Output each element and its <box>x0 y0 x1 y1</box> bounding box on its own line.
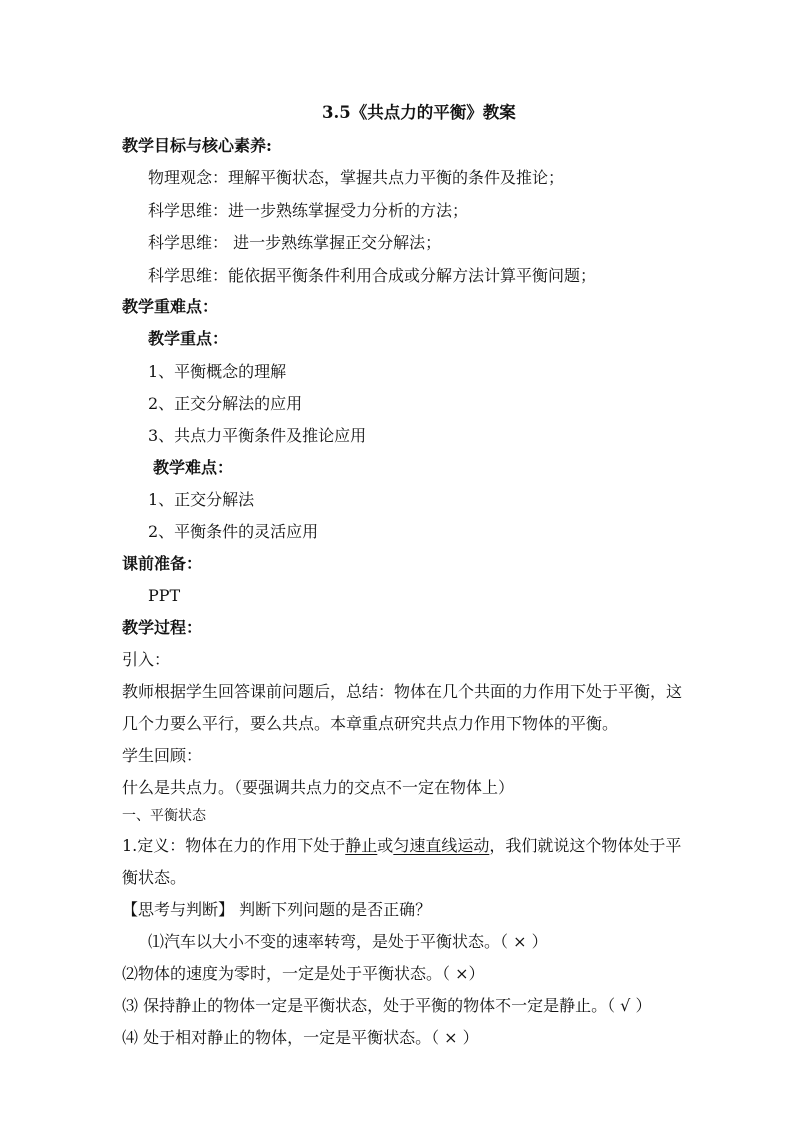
question-item: ⑵物体的速度为零时，一定是处于平衡状态。（ ×） <box>122 964 485 983</box>
question-item: ⑴汽车以大小不变的速率转弯，是处于平衡状态。（ × ） <box>148 932 548 951</box>
key-point-item: 3、共点力平衡条件及推论应用 <box>148 426 367 445</box>
intro-paragraph-line: 教师根据学生回答课前问题后，总结：物体在几个共面的力作用下处于平衡，这 <box>122 682 683 701</box>
key-point-item: 1、平衡概念的理解 <box>148 362 287 381</box>
definition-connector: 或 <box>377 836 394 855</box>
key-point-item: 2、正交分解法的应用 <box>148 394 303 413</box>
heading-key-difficult: 教学重难点： <box>122 297 219 316</box>
section-heading: 一、平衡状态 <box>122 808 206 824</box>
review-label: 学生回顾： <box>122 746 203 765</box>
heading-process: 教学过程： <box>122 618 203 637</box>
definition-line <box>122 836 681 856</box>
definition-suffix: ，我们就说这个物体处于平 <box>489 836 682 855</box>
intro-paragraph-line: 几个力要么平行，要么共点。本章重点研究共点力作用下物体的平衡。 <box>122 714 619 733</box>
definition-prefix: 1.定义：物体在力的作用下处于 <box>122 836 346 855</box>
question-item: ⑷ 处于相对静止的物体，一定是平衡状态。（ × ） <box>122 1028 479 1047</box>
definition-underlined-term: 匀速直线运动 <box>393 836 490 855</box>
goal-item: 科学思维：进一步熟练掌握受力分析的方法； <box>148 201 469 220</box>
question-item: ⑶ 保持静止的物体一定是平衡状态，处于平衡的物体不一定是静止。（ √ ） <box>122 996 652 1015</box>
doc-title: 3.5《共点力的平衡》教案 <box>322 103 516 122</box>
heading-preparation: 课前准备： <box>122 554 203 573</box>
heading-difficult-points: 教学难点： <box>153 458 234 477</box>
goal-item: 物理观念：理解平衡状态，掌握共点力平衡的条件及推论； <box>148 168 565 187</box>
goal-item: 科学思维： 进一步熟练掌握正交分解法； <box>148 233 442 252</box>
difficult-point-item: 1、正交分解法 <box>148 490 255 509</box>
think-judge-label: 【思考与判断】 <box>122 900 235 919</box>
review-text: 什么是共点力。（要强调共点力的交点不一定在物体上） <box>122 778 515 797</box>
goal-item: 科学思维：能依据平衡条件利用合成或分解方法计算平衡问题； <box>148 266 597 285</box>
definition-line-2: 衡状态。 <box>122 868 187 887</box>
definition-underlined-term: 静止 <box>345 836 378 855</box>
heading-key-points: 教学重点： <box>148 329 229 348</box>
preparation-text: PPT <box>148 586 181 605</box>
think-judge-line <box>122 900 431 920</box>
heading-goals: 教学目标与核心素养: <box>122 136 272 155</box>
think-judge-prompt: 判断下列问题的是否正确？ <box>234 900 432 919</box>
difficult-point-item: 2、平衡条件的灵活应用 <box>148 522 319 541</box>
intro-label: 引入： <box>122 650 171 669</box>
